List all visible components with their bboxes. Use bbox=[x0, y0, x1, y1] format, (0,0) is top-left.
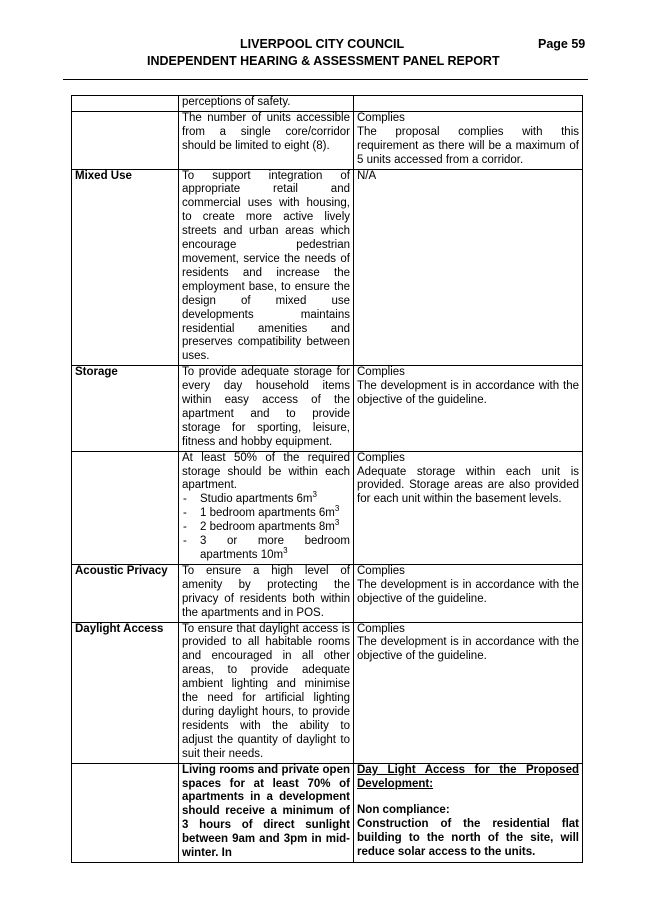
list-item: - Studio apartments $6m^3$ bbox=[182, 493, 350, 507]
control-text: To ensure that daylight access is provided to all habitable rooms and encouraged in all other areas, to provide adequate ambient lighting and minimise the need for artificial lighting during daylight hours, to provide residents with the ability to adjust the quantity of daylight to suit their needs. bbox=[179, 622, 354, 763]
status-text: Complies bbox=[357, 451, 405, 464]
status-text: Non compliance: bbox=[357, 804, 450, 817]
comment-text bbox=[354, 96, 583, 112]
status-text: Complies bbox=[357, 622, 405, 635]
table-row bbox=[72, 111, 583, 169]
control-cell bbox=[179, 451, 354, 564]
row-label bbox=[72, 111, 179, 169]
control-text: To support integration of appropriate retail and commercial uses with housing, to create more active lively streets and urban areas which encourage pedestrian movement, service the needs of residents and increase the employment base, to ensure the design of mixed use developments maintains residential amenities and preserves compatibility between uses. bbox=[179, 169, 354, 366]
row-label: Daylight Access bbox=[72, 622, 179, 763]
row-label bbox=[72, 763, 179, 862]
control-text: The number of units accessible from a single core/corridor should be limited to eight (8). bbox=[179, 111, 354, 169]
comment-cell bbox=[354, 622, 583, 763]
comment-cell bbox=[354, 366, 583, 451]
row-label bbox=[72, 451, 179, 564]
report-title: INDEPENDENT HEARING & ASSESSMENT PANEL REPORT bbox=[147, 54, 500, 68]
status-text: Complies bbox=[357, 366, 405, 379]
table-row bbox=[72, 169, 583, 366]
header-divider bbox=[63, 79, 588, 80]
control-text: At least 50% of the required storage should be within each apartment. bbox=[182, 451, 350, 492]
row-label: Storage bbox=[72, 366, 179, 451]
control-text: To ensure a high level of amenity by protecting the privacy of residents both within the apartments and in POS. bbox=[179, 564, 354, 622]
table-row bbox=[72, 622, 583, 763]
status-text: Complies bbox=[357, 564, 405, 577]
comment-cell bbox=[354, 111, 583, 169]
table-row bbox=[72, 564, 583, 622]
comment-text: Adequate storage within each unit is provided. Storage areas are also provided for each unit within the basement levels. bbox=[357, 465, 579, 506]
comment-text: The proposal complies with this requirement as there will be a maximum of 5 units accessed from a corridor. bbox=[357, 125, 579, 166]
comment-cell bbox=[354, 763, 583, 862]
table-row bbox=[72, 96, 583, 112]
comment-text: The development is in accordance with the objective of the guideline. bbox=[357, 380, 579, 407]
council-name: LIVERPOOL CITY COUNCIL bbox=[240, 37, 405, 51]
comment-text: N/A bbox=[354, 169, 583, 366]
comment-cell bbox=[354, 451, 583, 564]
table-row bbox=[72, 451, 583, 564]
table-row bbox=[72, 763, 583, 862]
comment-text: The development is in accordance with the objective of the guideline. bbox=[357, 578, 579, 605]
page-number: Page 59 bbox=[538, 37, 586, 51]
list-item: - 2 bedroom apartments $8m^3$ bbox=[182, 521, 350, 535]
comment-text: Construction of the residential flat building to the north of the site, will reduce solar access to the units. bbox=[357, 818, 579, 859]
comment-cell bbox=[354, 564, 583, 622]
comment-text: The development is in accordance with the objective of the guideline. bbox=[357, 636, 579, 663]
list-item: - 1 bedroom apartments $6m^3$ bbox=[182, 507, 350, 521]
row-label: Acoustic Privacy bbox=[72, 564, 179, 622]
control-text: To provide adequate storage for every day household items within easy access of the apartment and to provide storage for sporting, leisure, fitness and hobby equipment. bbox=[179, 366, 354, 451]
control-text: Living rooms and private open spaces for at least 70% of apartments in a development should receive a minimum of 3 hours of direct sunlight between 9am and 3pm in mid-winter. In bbox=[179, 763, 354, 862]
control-text: perceptions of safety. bbox=[179, 96, 354, 112]
assessment-table bbox=[71, 95, 583, 863]
row-label: Mixed Use bbox=[72, 169, 179, 366]
table-row bbox=[72, 366, 583, 451]
status-text: Complies bbox=[357, 111, 405, 124]
section-heading: Day Light Access for the Proposed Development: bbox=[357, 763, 579, 790]
row-label bbox=[72, 96, 179, 112]
list-item: - 3 or more bedroom apartments $10m^3$ bbox=[182, 535, 350, 563]
storage-list bbox=[182, 490, 350, 563]
